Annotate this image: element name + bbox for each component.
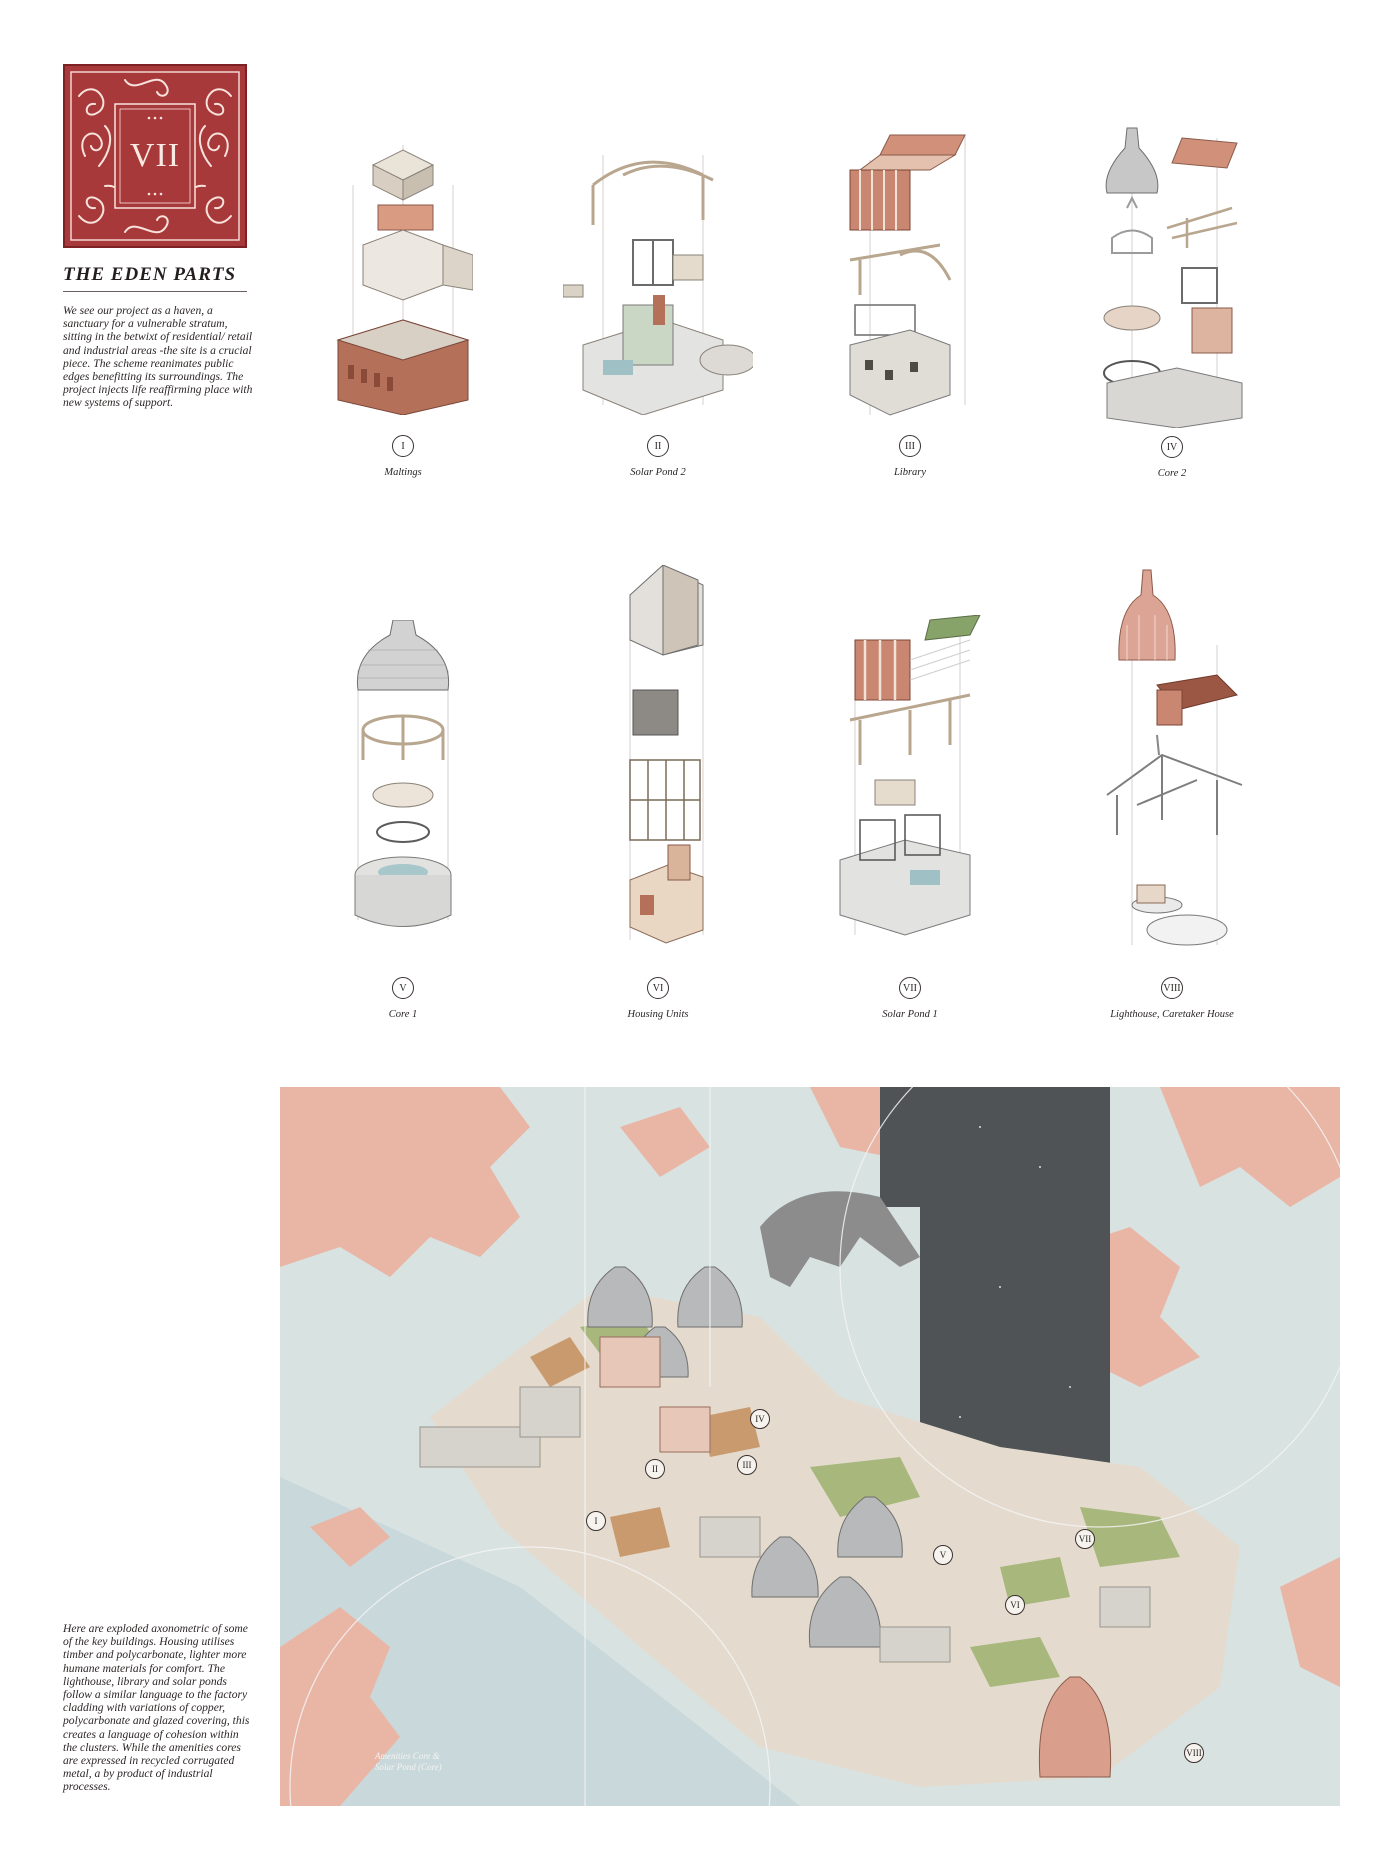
library-drawing [840,130,980,420]
core-1-drawing [328,620,478,940]
part-label: Library [893,467,927,478]
part-badge: IV [1161,436,1183,458]
part-badge: III [899,435,921,457]
map-marker: V [933,1545,953,1565]
maltings-drawing [333,145,473,415]
part-badge: VI [647,977,669,999]
axonometric-maltings [308,145,498,478]
emblem-seal [63,64,247,248]
map-marker: IV [750,1409,770,1429]
part-label: Housing Units [627,1009,689,1020]
part-label: Core 2 [1157,468,1187,479]
part-badge: II [647,435,669,457]
masterplan-axonometric-map [280,1087,1340,1806]
lighthouse-drawing [1097,565,1247,955]
part-label: Core 1 [388,1009,418,1020]
part-badge: V [392,977,414,999]
map-corner-label: Amenities Core & Solar Pond (Core) [375,1751,442,1772]
emblem-numeral: VII [129,137,181,174]
map-marker: VII [1075,1529,1095,1549]
part-badge: VIII [1161,977,1183,999]
map-marker: III [737,1455,757,1475]
axonometric-solar-pond-1 [815,615,1005,1020]
map-marker: VI [1005,1595,1025,1615]
part-label: Solar Pond 2 [630,467,686,478]
map-marker: I [586,1511,606,1531]
map-marker: II [645,1459,665,1479]
part-label: Maltings [384,467,422,478]
axonometric-solar-pond-2 [563,145,753,478]
masterplan-drawing [280,1087,1340,1806]
part-label: Solar Pond 1 [882,1009,938,1020]
solar-pond-1-drawing [830,615,990,945]
axonometric-core-1 [308,620,498,1020]
intro-paragraph: We see our project as a haven, a sanctuary for a vulnerable stratum, sitting in the betwixt of residential/ retail and industrial areas -the site is a crucial piece. The scheme reanimates public edges benefitting its surroundings. The project injects life reaffirming place with new systems of support. [63,304,253,410]
axonometric-library [815,130,1005,478]
title-divider [63,291,247,292]
solar-pond-2-drawing [563,145,753,415]
axonometric-lighthouse [1077,565,1267,1020]
part-badge: VII [899,977,921,999]
part-label: Lighthouse, Caretaker House [1110,1009,1234,1020]
outro-paragraph: Here are exploded axonometric of some of the key buildings. Housing utilises timber and polycarbonate, lighter more humane materials for comfort. The lighthouse, library and solar ponds follow a similar language to the factory cladding with variations of copper, polycarbonate and glazed covering, this creates a language of cohesion within the clusters. While the amenities cores are expressed in recycled corrugated metal, a by product of industrial processes. [63,1622,250,1794]
core-2-drawing [1097,118,1247,428]
map-marker: VIII [1184,1743,1204,1763]
page-title: THE EDEN PARTS [63,264,237,285]
housing-units-drawing [588,565,728,945]
axonometric-core-2 [1077,118,1267,479]
axonometric-housing-units [563,565,753,1020]
part-badge: I [392,435,414,457]
